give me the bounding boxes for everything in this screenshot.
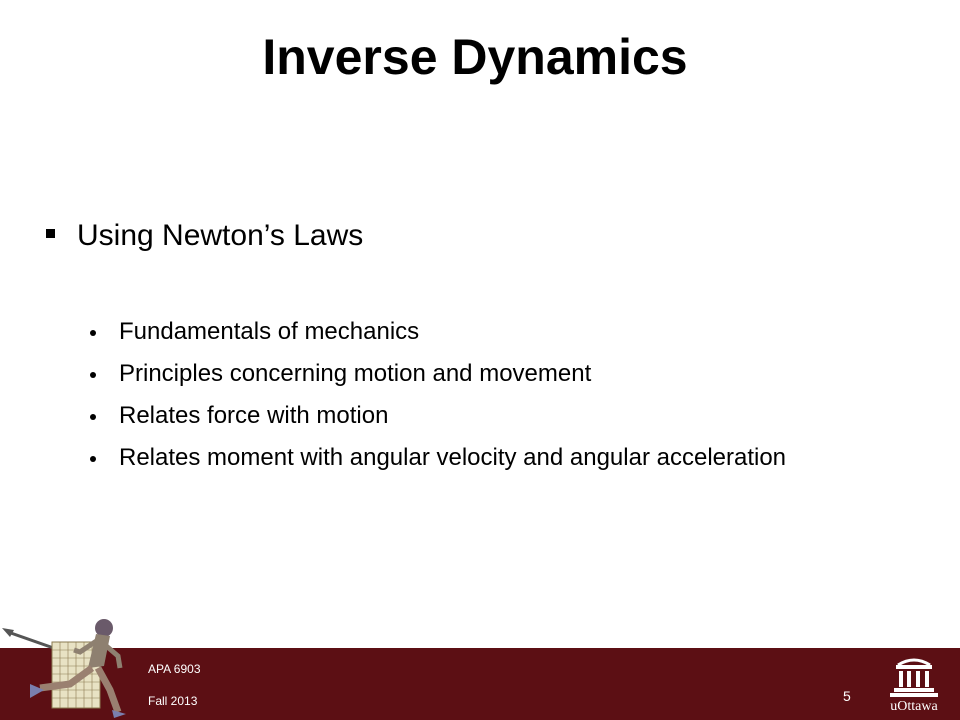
sub-bullet-item bbox=[90, 444, 850, 472]
uottawa-logo bbox=[880, 655, 948, 717]
round-bullet-icon bbox=[90, 372, 96, 378]
slide-title: Inverse Dynamics bbox=[262, 29, 688, 85]
sub-bullet-item bbox=[90, 402, 850, 430]
university-building-icon bbox=[880, 655, 948, 699]
footer-course: APA 6903 bbox=[148, 662, 201, 676]
runner-illustration-icon bbox=[0, 610, 140, 720]
main-bullet bbox=[46, 218, 363, 254]
square-bullet-icon bbox=[46, 229, 55, 238]
footer-term: Fall 2013 bbox=[148, 694, 198, 708]
round-bullet-icon bbox=[90, 456, 96, 462]
sub-bullet-text: Relates force with motion bbox=[119, 402, 389, 429]
round-bullet-icon bbox=[90, 414, 96, 420]
sub-bullet-item bbox=[90, 318, 850, 346]
sub-bullet-text: Fundamentals of mechanics bbox=[119, 318, 420, 345]
uottawa-logo-text: uOttawa bbox=[890, 699, 938, 714]
round-bullet-icon bbox=[90, 330, 96, 336]
slide-number: 5 bbox=[843, 688, 851, 704]
sub-bullet-text: Principles concerning motion and movement bbox=[119, 360, 592, 387]
sub-bullet-item bbox=[90, 360, 850, 388]
main-bullet-text: Using Newton’s Laws bbox=[77, 219, 364, 252]
sub-bullet-list bbox=[90, 318, 850, 486]
sub-bullet-text: Relates moment with angular velocity and angular acceleration bbox=[119, 444, 787, 471]
footer-bar bbox=[0, 648, 960, 720]
